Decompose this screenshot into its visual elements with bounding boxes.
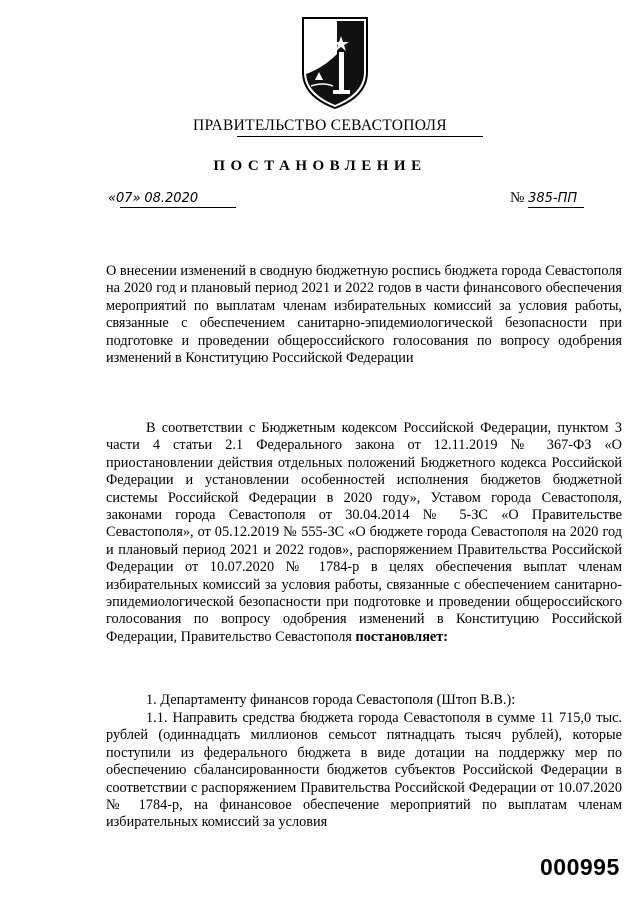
date-underline [120, 207, 236, 208]
document-number [510, 190, 577, 207]
preamble-text: В соответствии с Бюджетным кодексом Российской Федерации, пунктом 3 части 4 статьи 2.1 Федерального закона от 12.11.2019 № 367-ФЗ «О приостановлении действия отдельных положений Бюджетного кодекса Российской Федерации и установлении особенностей исполнения бюджетов бюджетной системы Российской Федерации в 2020 году», Уставом города Севастополя, законами города Севастополя от 30.04.2014 № 5-ЗС «О Правительстве Севастополя», от 05.12.2019 № 555-ЗС «О бюджете города Севастополя на 2020 год и плановый период 2021 и 2022 годов», распоряжением Правительства Российской Федерации от 10.07.2020 № 1784-р в целях обеспечения выплат членам избирательных комиссий за условия работы, связанные с обеспечением санитарно-эпидемиологической безопасности при подготовке и проведении общероссийского голосования по вопросу одобрения изменений в Конституцию Российской Федерации, Правительство Севастополя [106, 420, 622, 645]
sevastopol-coat-of-arms-icon [297, 14, 373, 110]
clause-1-1: 1.1. Направить средства бюджета города Севастополя в сумме 11 715,0 тыс. рублей (одиннадцать миллионов семьсот пятнадцать тысяч рублей), которые поступили из федерального бюджета в виде дотации на поддержку мер по обеспечению сбалансированности бюджетов субъектов Российской Федерации в соответствии с распоряжением Правительства Российской Федерации от 10.07.2020 № 1784-р, на финансовое обеспечение мероприятий по выплатам членам избирательных комиссий за условия [106, 710, 622, 831]
decree-word: постановляет: [355, 628, 449, 645]
government-name: ПРАВИТЕЛЬСТВО СЕВАСТОПОЛЯ [193, 117, 447, 134]
document-type-title: ПОСТАНОВЛЕНИЕ [213, 158, 427, 174]
document-date [108, 190, 198, 207]
date-open-quote: « [108, 191, 117, 206]
number-value: 385-ПП [528, 191, 578, 206]
number-sign: № [510, 190, 525, 206]
clause-1: 1. Департаменту финансов города Севастополя (Штоп В.В.): [146, 692, 516, 708]
date-month-year: 08.2020 [144, 191, 199, 206]
header-rule [237, 136, 483, 137]
date-close-quote: » [132, 191, 141, 206]
document-subject: О внесении изменений в сводную бюджетную роспись бюджета города Севастополя на 2020 год и плановый период 2021 и 2022 годов в части финансового обеспечения мероприятий по выплатам членам избирательных комиссий за условия работы, связанные с обеспечением санитарно-эпидемиологической безопасности при подготовке и проведении общероссийского голосования по вопросу одобрения изменений в Конституцию Российской Федерации [106, 263, 622, 367]
date-day: 07 [116, 191, 133, 206]
number-underline [528, 207, 584, 208]
preamble-paragraph [106, 420, 622, 646]
page-serial-number: 000995 [540, 854, 620, 880]
